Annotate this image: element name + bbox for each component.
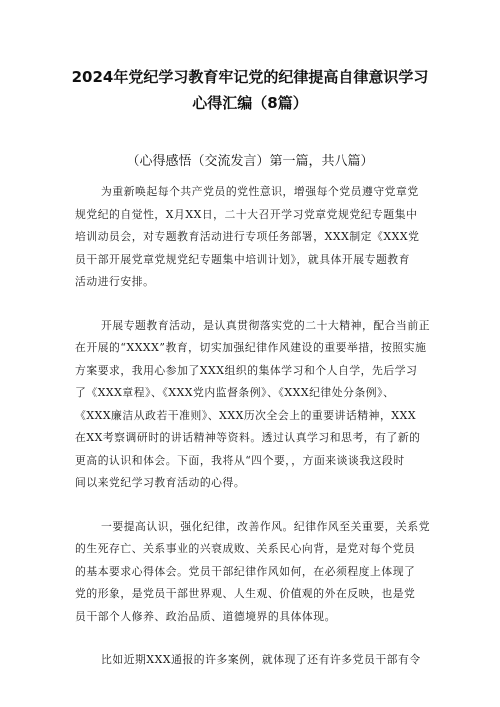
section-subtitle: （心得感悟（交流发言）第一篇，共八篇） — [126, 154, 374, 169]
paragraph-line: 间以来党纪学习教育活动的心得。 — [75, 476, 246, 489]
paragraph-line: 在开展的“XXXX”教育，切实加强纪律作风建设的重要举措，按照实施 — [75, 341, 427, 354]
paragraph-line: 为重新唤起每个共产党员的党性意识，增强每个党员遵守党章党 — [101, 185, 419, 198]
paragraph-line: 比如近期XXX通报的许多案例，就体现了还有许多党员干部有令 — [101, 653, 421, 666]
paragraph-line: 的基本要求心得体会。党员干部纪律作风如何，在必须程度上体现了 — [75, 564, 416, 578]
paragraph-3 — [75, 516, 435, 629]
paragraph-line: 员干部个人修养、政治品质、道德境界的具体体现。 — [75, 609, 336, 623]
paragraph-line: 方案要求，我用心参加了XXX组织的集体学习和个人自学，先后学习 — [75, 363, 418, 377]
document-body — [75, 181, 435, 693]
document-title-line-2: 心得汇编（8篇） — [192, 94, 308, 112]
paragraph-4 — [75, 649, 435, 672]
paragraph-line: 《XXX廉洁从政若干准则》、XXX历次全会上的重要讲话精神，XXX — [75, 408, 417, 422]
document-title-line-1: 2024年党纪学习教育牢记党的纪律提高自律意识学习 — [71, 68, 429, 86]
paragraph-line: 开展专题教育活动，是认真贯彻落实党的二十大精神，配合当前正 — [101, 318, 431, 332]
paragraph-line: 活动进行安排。 — [75, 275, 155, 288]
paragraph-line: 规党纪的自觉性，X月XX日，二十大召开学习党章党规党纪专题集中 — [75, 207, 418, 221]
paragraph-2 — [75, 315, 435, 495]
paragraph-1 — [75, 181, 435, 294]
paragraph-line: 更高的认识和体会。下面，我将从“四个要，，方面来谈谈我这段时 — [75, 453, 405, 467]
paragraph-line: 员干部开展党章党规党纪专题集中培训计划》，就具体开展专题教育 — [75, 252, 411, 266]
paragraph-line: 了《XXX章程》、《XXX党内监督条例》、《XXX纪律处分条例》、 — [75, 386, 395, 399]
paragraph-line: 的生死存亡、关系事业的兴衰成败、关系民心向背，是党对每个党员 — [75, 542, 416, 555]
paragraph-line: 培训动员会，对专题教育活动进行专项任务部署，XXX制定《XXX党 — [75, 230, 420, 243]
paragraph-line: 一要提高认识，强化纪律，改善作风。纪律作风至关重要，关系党 — [101, 519, 431, 533]
paragraph-line: 党的形象，是党员干部世界观、人生观、价值观的外在反映，也是党 — [75, 587, 416, 600]
paragraph-line: 在XX考察调研时的讲话精神等资料。透过认真学习和思考，有了新的 — [75, 431, 421, 444]
